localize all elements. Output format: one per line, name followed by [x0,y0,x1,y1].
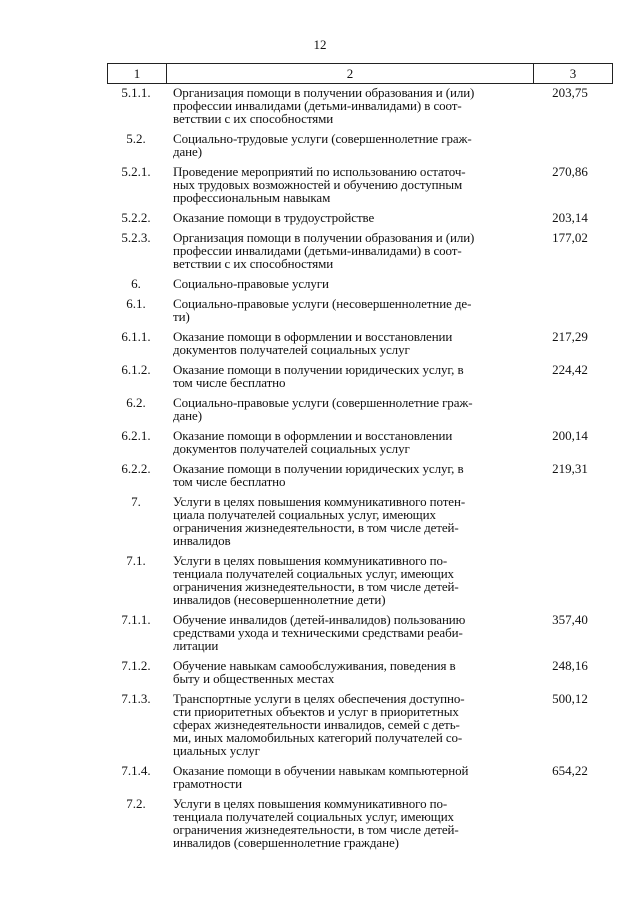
row-service-name: Социально-правовые услуги (несовершеннолетние де- ти) [173,296,472,324]
row-number: 6. [131,276,141,291]
table-row [107,231,609,270]
row-service-name: Проведение мероприятий по использованию остаточ- ных трудовых возможностей и обучению доступным профессиональным навыкам [173,164,466,205]
row-service-name: Оказание помощи в оформлении и восстановлении документов получателей социальных услуг [173,428,453,456]
table-row [107,495,609,547]
table-row [107,132,609,158]
row-service-name: Оказание помощи в получении юридических услуг, в том числе бесплатно [173,461,464,489]
row-number: 5.2.3. [121,230,151,245]
row-number: 6.1. [126,296,146,311]
row-price: 248,16 [552,658,588,673]
table-row [107,363,609,389]
row-number: 7.1.2. [121,658,151,673]
row-price: 357,40 [552,612,588,627]
header-col-1: 1 [108,64,167,84]
row-number: 7.2. [126,796,146,811]
row-service-name: Оказание помощи в получении юридических услуг, в том числе бесплатно [173,362,464,390]
row-service-name: Оказание помощи в обучении навыкам компьютерной грамотности [173,763,469,791]
table-header-row [108,64,613,84]
table-row [107,462,609,488]
row-number: 7.1.3. [121,691,151,706]
row-number: 5.1.1. [121,85,151,100]
row-service-name: Оказание помощи в оформлении и восстановлении документов получателей социальных услуг [173,329,453,357]
row-number: 6.1.2. [121,362,151,377]
row-price: 224,42 [552,362,588,377]
table-row [107,86,609,125]
row-service-name: Социально-трудовые услуги (совершеннолетние граж- дане) [173,131,472,159]
table-row [107,764,609,790]
row-service-name: Услуги в целях повышения коммуникативного по- тенциала получателей социальных услуг, имеющих ограничения жизнедеятельности, в том числе детей- инвалидов (несовершеннолетние дети) [173,553,459,607]
row-number: 6.1.1. [121,329,151,344]
header-col-2: 2 [167,64,534,84]
table-body [107,86,609,856]
row-price: 203,75 [552,85,588,100]
table-row [107,613,609,652]
row-service-name: Услуги в целях повышения коммуникативного потен- циала получателей социальных услуг, имеющих ограничения жизнедеятельности, в том числе детей- инвалидов [173,494,466,548]
table-row [107,692,609,757]
table-row [107,554,609,606]
table-header [107,63,613,84]
row-price: 177,02 [552,230,588,245]
table-row [107,429,609,455]
row-service-name: Социально-правовые услуги [173,276,329,291]
row-price: 219,31 [552,461,588,476]
table-row [107,211,609,224]
row-service-name: Социально-правовые услуги (совершеннолетние граж- дане) [173,395,473,423]
row-service-name: Организация помощи в получении образования и (или) профессии инвалидами (детьми-инвалидами) в соот- ветствии с их способностями [173,85,475,126]
row-number: 7. [131,494,141,509]
row-number: 6.2.2. [121,461,151,476]
row-service-name: Оказание помощи в трудоустройстве [173,210,375,225]
table-row [107,659,609,685]
row-number: 5.2.1. [121,164,151,179]
row-number: 6.2.1. [121,428,151,443]
row-price: 203,14 [552,210,588,225]
row-number: 5.2.2. [121,210,151,225]
table-row [107,396,609,422]
row-service-name: Обучение навыкам самообслуживания, поведения в быту и общественных местах [173,658,456,686]
row-price: 500,12 [552,691,588,706]
row-service-name: Транспортные услуги в целях обеспечения доступно- сти приоритетных объектов и услуг в приоритетных сферах жизнедеятельности инвалидов, семей с деть- ми, иных маломобильных категорий получателей со- циальных услуг [173,691,465,758]
table-row [107,165,609,204]
row-service-name: Услуги в целях повышения коммуникативного по- тенциала получателей социальных услуг, имеющих ограничения жизнедеятельности, в том числе детей- инвалидов (совершеннолетние граждане) [173,796,459,850]
table-row [107,330,609,356]
header-col-3: 3 [534,64,613,84]
row-service-name: Обучение инвалидов (детей-инвалидов) пользованию средствами ухода и техническими средствами реаби- литации [173,612,466,653]
row-number: 6.2. [126,395,146,410]
table-row [107,797,609,849]
page-number: 12 [313,37,327,52]
row-price: 654,22 [552,763,588,778]
table-row [107,277,609,290]
row-service-name: Организация помощи в получении образования и (или) профессии инвалидами (детьми-инвалидами) в соот- ветствии с их способностями [173,230,475,271]
row-number: 7.1.1. [121,612,151,627]
row-number: 7.1. [126,553,146,568]
row-number: 5.2. [126,131,146,146]
table-row [107,297,609,323]
row-price: 270,86 [552,164,588,179]
row-price: 200,14 [552,428,588,443]
row-price: 217,29 [552,329,588,344]
row-number: 7.1.4. [121,763,151,778]
